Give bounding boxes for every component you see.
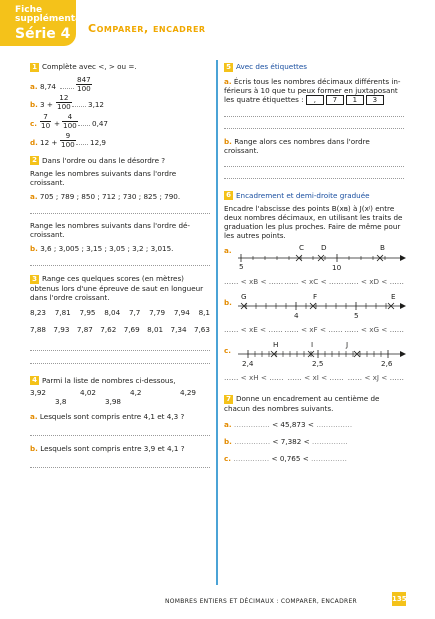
item-label: a. <box>224 246 232 255</box>
value: 3 + <box>40 99 53 109</box>
tick-label: 4 <box>294 311 299 320</box>
point-label: C <box>299 243 305 252</box>
exercise-1 <box>30 62 210 151</box>
score: 8,04 <box>104 307 121 317</box>
exercise-title: Range ces quelques scores (en mètres) obtenus lors d'une épreuve de saut en longueur dans l'ordre croissant. <box>30 274 204 302</box>
frames-row: …… < xE < …… …… < xF < …… …… < xG < …… <box>224 325 404 334</box>
number: 3,92 <box>30 388 47 397</box>
header-line2: supplémentaire <box>15 14 95 24</box>
item-label: a. <box>224 419 232 429</box>
value: 12 + <box>40 137 58 147</box>
exercise-number: 4 <box>30 376 39 385</box>
number-list <box>30 388 210 410</box>
point-label: B <box>380 243 385 252</box>
exercise-title: Donne un encadrement au centième de chacun des nombres suivants. <box>224 394 380 413</box>
exercise-title: Avec des étiquettes <box>236 62 308 71</box>
scores-row <box>30 308 210 317</box>
number-list: 3,6 ; 3,005 ; 3,15 ; 3,05 ; 3,2 ; 3,015. <box>40 244 174 253</box>
number: 3,8 <box>55 397 67 406</box>
value: 0,47 <box>92 118 109 128</box>
value: 12,9 <box>90 137 107 147</box>
number-line-a <box>224 244 404 290</box>
answer-line[interactable] <box>30 435 210 436</box>
tick-label: 10 <box>332 263 342 272</box>
label-tag: 3 <box>366 95 384 105</box>
point-label: E <box>391 292 396 301</box>
value: 3,12 <box>88 99 105 109</box>
fraction: $\frac{7}{10}$ <box>41 111 51 130</box>
value: 8,74 <box>40 81 57 91</box>
item-label: b. <box>30 244 38 253</box>
exercise-6 <box>224 191 404 387</box>
plus-sign: + <box>54 118 61 128</box>
header-line1: Fiche <box>15 5 43 15</box>
tick-label: 5 <box>239 262 244 271</box>
answer-line[interactable] <box>224 128 404 129</box>
point-label: D <box>321 243 327 252</box>
answer-line[interactable] <box>30 213 210 214</box>
framed-number: < 45,873 < <box>272 419 314 429</box>
answer-blank[interactable] <box>72 106 86 107</box>
fraction: $\frac{847}{100}$ <box>77 74 91 93</box>
answer-line[interactable] <box>30 363 210 364</box>
exercise-number: 7 <box>224 395 233 404</box>
answer-line[interactable] <box>30 467 210 468</box>
score: 7,94 <box>173 307 190 317</box>
ex1-item-b <box>30 94 210 113</box>
item-label: d. <box>30 137 38 147</box>
exercise-3 <box>30 274 210 364</box>
item-label: b. <box>30 444 38 453</box>
question: Lesquels sont compris entre 4,1 et 4,3 ? <box>39 412 185 421</box>
right-column <box>224 62 404 463</box>
ex1-item-a <box>30 76 210 94</box>
graduated-line-b <box>234 296 406 324</box>
exercise-number: 2 <box>30 156 39 165</box>
answer-blank[interactable] <box>76 144 88 145</box>
item-label: c. <box>224 453 231 463</box>
score: 7,34 <box>170 324 187 334</box>
answer-line[interactable] <box>30 265 210 266</box>
number: 4,29 <box>180 388 197 397</box>
instruction: Écris tous les nombres décimaux différents in-férieurs à 10 que tu peux former en juxtaposant les quatre étiquettes : <box>224 76 401 104</box>
fraction: $\frac{12}{100}$ <box>57 92 71 111</box>
frames-row: …… < xB < …… …… < xC < …… …… < xD < …… <box>224 277 404 286</box>
point-label: G <box>241 292 247 301</box>
exercise-number: 5 <box>224 63 233 72</box>
tick-label: 2,6 <box>381 359 393 368</box>
score: 8,1 <box>198 307 210 317</box>
exercise-5 <box>224 62 404 179</box>
label-tag: , <box>306 95 324 105</box>
column-divider <box>216 60 218 585</box>
item-label: a. <box>30 192 38 201</box>
item-label: b. <box>224 136 232 146</box>
tick-label: 2,4 <box>242 359 254 368</box>
score: 7,63 <box>193 324 210 334</box>
instruction: Encadre l'abscisse des points B(xʙ) à J(xᴶ) entre deux nombres décimaux, en utilisant les traits de graduation les plus proches. Faire de même pour les autres points. <box>224 204 403 240</box>
item-label: a. <box>30 81 38 91</box>
item-label: b. <box>30 99 38 109</box>
score: 7,88 <box>30 324 47 334</box>
number-list: 705 ; 789 ; 850 ; 712 ; 730 ; 825 ; 790. <box>39 192 181 201</box>
question: Lesquels sont compris entre 3,9 et 4,1 ? <box>40 444 185 453</box>
exercise-4 <box>30 376 210 469</box>
framed-number: < 0,765 < <box>271 453 309 463</box>
score: 8,01 <box>147 324 164 334</box>
ex2-a-instruction: Range les nombres suivants dans l'ordre croissant. <box>30 169 177 187</box>
header-tab <box>0 0 95 46</box>
tick-label: 2,5 <box>312 359 324 368</box>
ex2-b-instruction: Range les nombres suivants dans l'ordre dé-croissant. <box>30 221 191 239</box>
exercise-number: 6 <box>224 191 233 200</box>
point-label: H <box>273 340 279 349</box>
item-label: b. <box>224 298 232 307</box>
score: 8,23 <box>30 307 47 317</box>
number: 4,2 <box>130 388 142 397</box>
exercise-number: 1 <box>30 63 39 72</box>
answer-line[interactable] <box>224 178 404 179</box>
instruction: Range alors ces nombres dans l'ordre croissant. <box>224 136 370 155</box>
item-label: a. <box>224 76 232 86</box>
exercise-title: Dans l'ordre ou dans le désordre ? <box>42 155 166 165</box>
ex7-item-c: c. …………… < 0,765 < …………… <box>224 453 347 463</box>
page-title: Comparer, encadrer <box>88 22 206 35</box>
item-label: c. <box>224 346 231 355</box>
point-label: F <box>313 292 318 301</box>
item-label: c. <box>30 118 37 128</box>
page-number: 135 <box>392 592 406 606</box>
score: 7,81 <box>54 307 71 317</box>
ex1-item-d <box>30 132 210 151</box>
label-tag: 1 <box>346 95 364 105</box>
scores-row <box>30 325 210 334</box>
score: 7,7 <box>128 307 141 317</box>
number: 3,98 <box>105 397 122 406</box>
answer-line[interactable] <box>30 350 210 351</box>
ex7-item-a: a. …………… < 45,873 < …………… <box>224 419 353 429</box>
ex7-item-b: b. …………… < 7,382 < …………… <box>224 436 348 446</box>
answer-line[interactable] <box>224 116 404 117</box>
point-label: I <box>311 340 314 349</box>
exercise-7 <box>224 394 404 463</box>
number-line-c <box>224 340 404 386</box>
score: 7,93 <box>53 324 70 334</box>
point-label: J <box>346 340 349 349</box>
fraction: $\frac{4}{100}$ <box>63 111 77 130</box>
answer-blank[interactable] <box>60 88 74 89</box>
left-column <box>30 62 210 468</box>
header-serie: Série 4 <box>15 26 71 42</box>
answer-blank[interactable] <box>78 125 90 126</box>
exercise-number: 3 <box>30 275 39 284</box>
exercise-2 <box>30 156 210 267</box>
framed-number: < 7,382 < <box>272 436 310 446</box>
score: 7,87 <box>76 324 93 334</box>
exercise-title: Encadrement et demi-droite graduée <box>236 190 370 200</box>
item-label: b. <box>224 436 232 446</box>
exercise-title: Complète avec <, > ou =. <box>42 62 137 71</box>
score: 7,62 <box>100 324 117 334</box>
item-label: a. <box>30 412 38 421</box>
tick-label: 5 <box>354 311 359 320</box>
ex1-item-c <box>30 113 210 132</box>
fraction: $\frac{9}{100}$ <box>61 130 75 149</box>
score: 7,69 <box>123 324 140 334</box>
score: 7,95 <box>79 307 96 317</box>
answer-line[interactable] <box>224 166 404 167</box>
frames-row: …… < xH < …… …… < xI < …… …… < xJ < …… <box>224 373 404 382</box>
number: 4,02 <box>80 388 97 397</box>
exercise-title: Parmi la liste de nombres ci-dessous, <box>42 375 176 385</box>
label-tag: 7 <box>326 95 344 105</box>
footer-text: NOMBRES ENTIERS ET DÉCIMAUX : COMPARER, ENCADRER <box>165 598 358 605</box>
score: 7,79 <box>149 307 166 317</box>
number-line-b <box>224 292 404 338</box>
